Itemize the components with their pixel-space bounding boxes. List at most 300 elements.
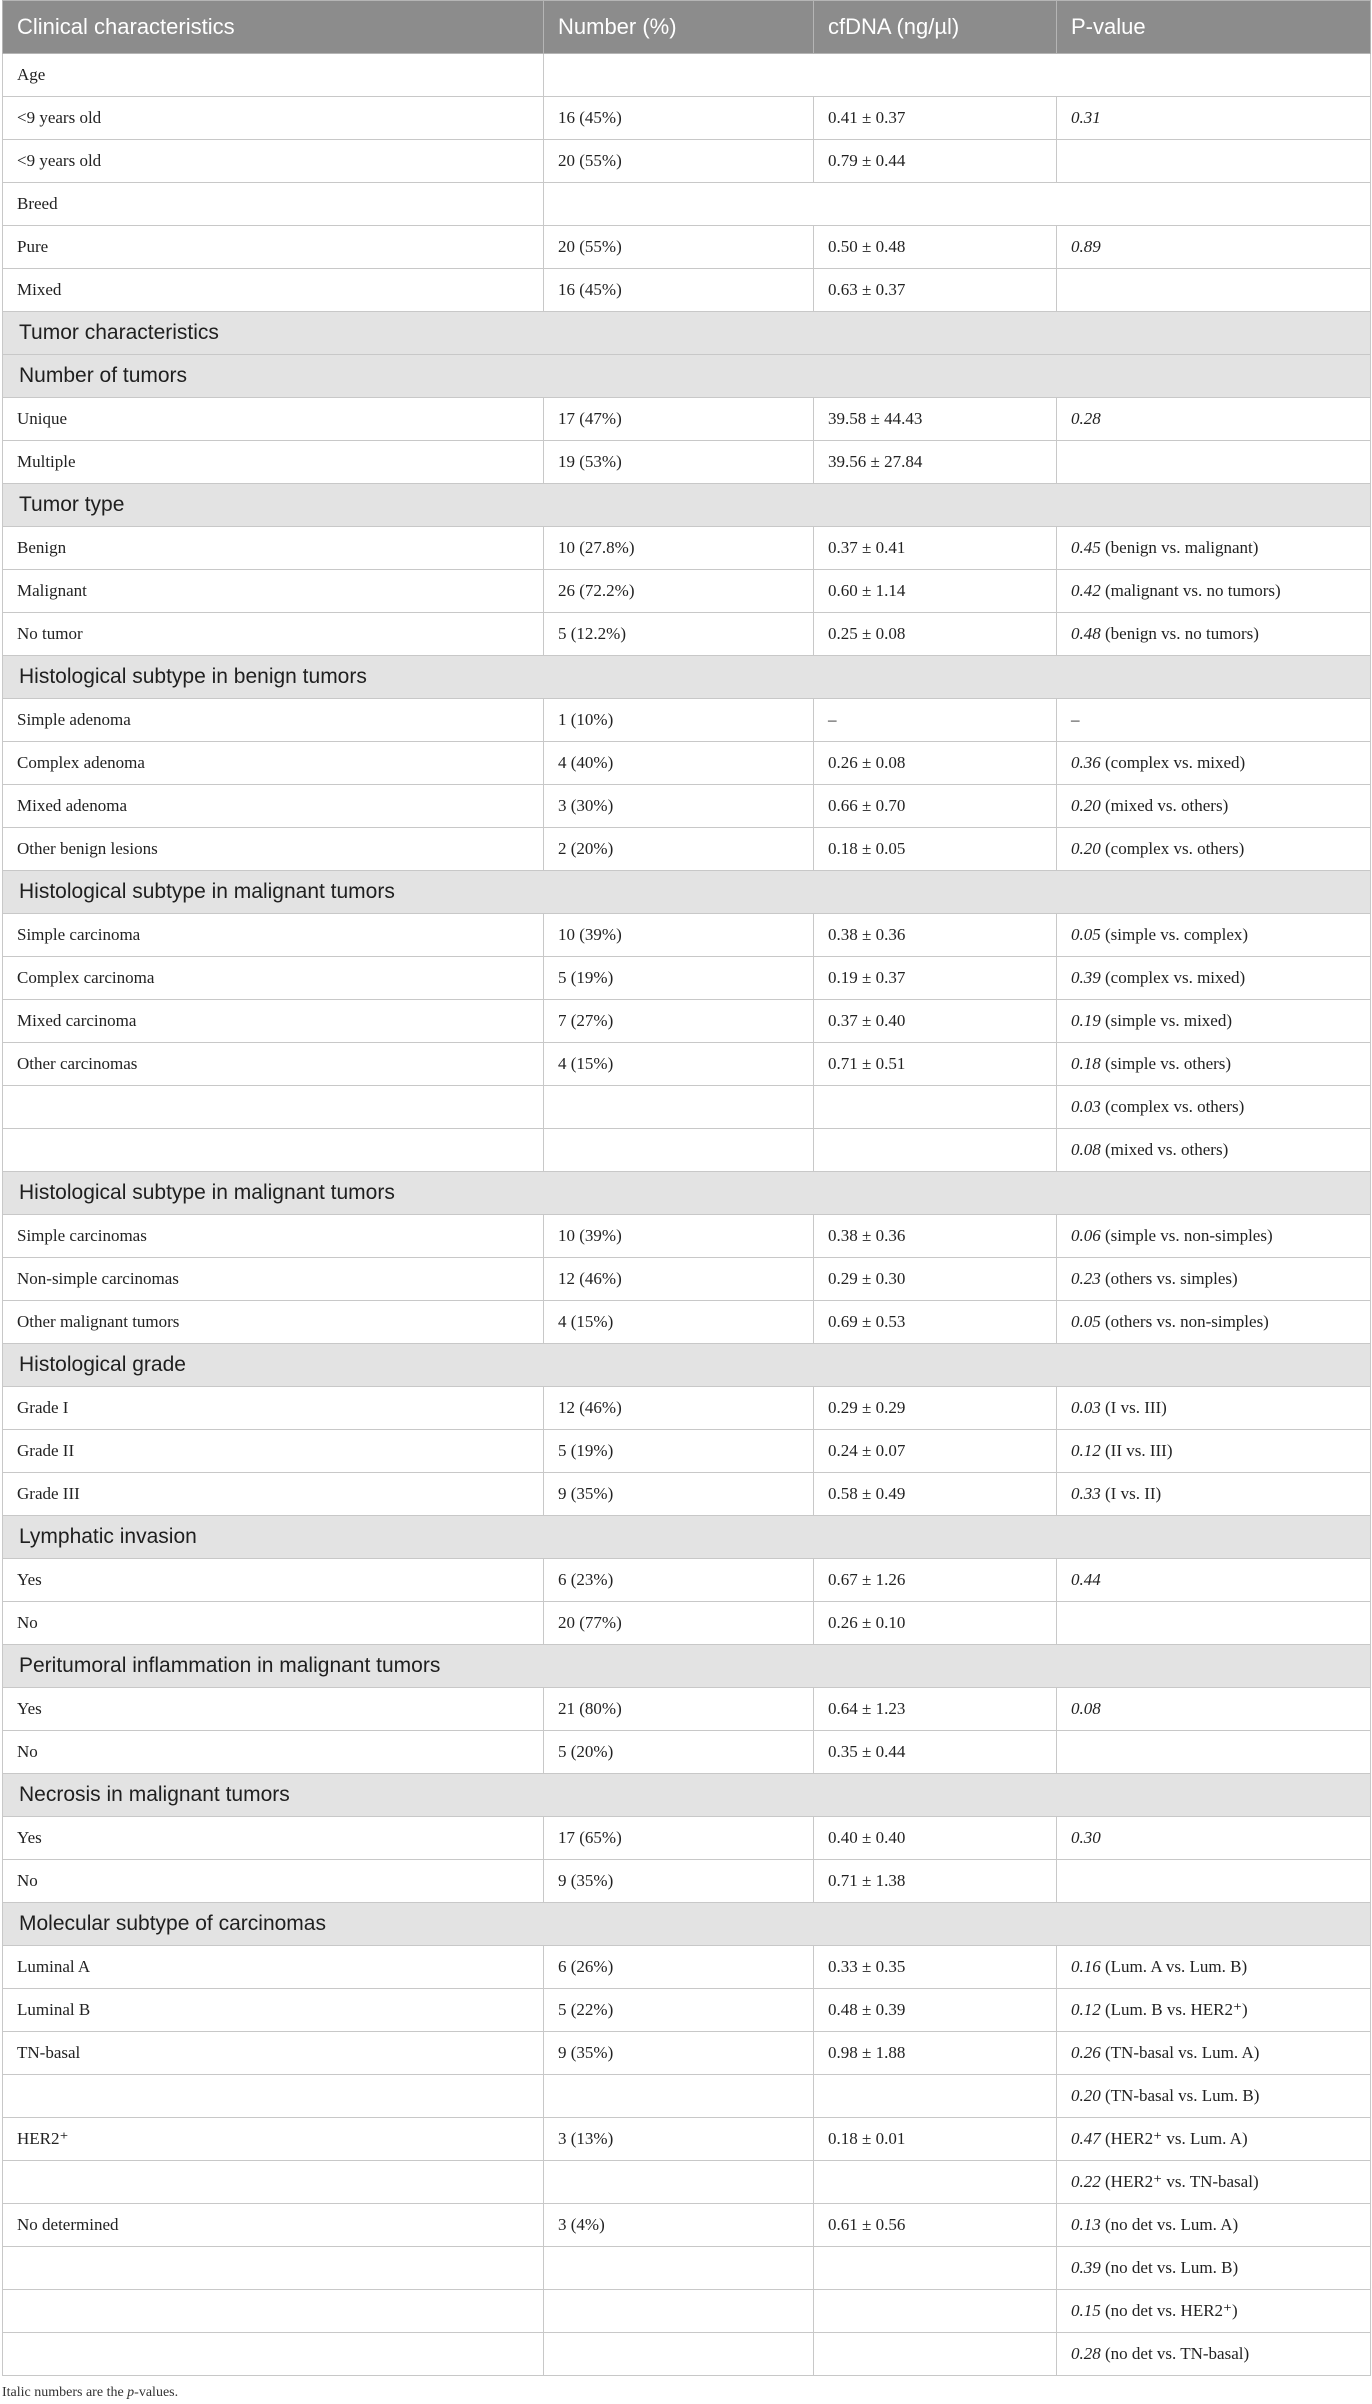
characteristic-cell: [3, 2075, 544, 2118]
section-heading: Histological subtype in malignant tumors: [3, 871, 1371, 914]
comparison: (malignant vs. no tumors): [1100, 581, 1281, 600]
table-row: [3, 2118, 1371, 2161]
number-cell: 5 (22%): [544, 1989, 814, 2032]
table-row: [3, 742, 1371, 785]
cfdna-cell: 0.67 ± 1.26: [814, 1559, 1057, 1602]
section-heading: Histological subtype in benign tumors: [3, 656, 1371, 699]
p-value: 0.08: [1071, 1699, 1101, 1718]
section-row: [3, 1903, 1371, 1946]
p-value-cell: [1057, 527, 1371, 570]
number-cell: 7 (27%): [544, 1000, 814, 1043]
p-value-cell: [1057, 742, 1371, 785]
p-value-cell: [1057, 2290, 1371, 2333]
p-value: 0.36: [1071, 753, 1101, 772]
header-row: [3, 1, 1371, 54]
comparison: (mixed vs. others): [1100, 1140, 1229, 1159]
cfdna-cell: 0.26 ± 0.10: [814, 1602, 1057, 1645]
p-value-cell: [1057, 613, 1371, 656]
p-value-cell: [1057, 914, 1371, 957]
cfdna-cell: 0.35 ± 0.44: [814, 1731, 1057, 1774]
comparison: (complex vs. mixed): [1100, 753, 1246, 772]
characteristic-cell: Complex carcinoma: [3, 957, 544, 1000]
section-heading: Molecular subtype of carcinomas: [3, 1903, 1371, 1946]
characteristic-cell: [3, 1086, 544, 1129]
number-cell: 9 (35%): [544, 2032, 814, 2075]
cfdna-cell: 0.71 ± 1.38: [814, 1860, 1057, 1903]
comparison: (TN-basal vs. Lum. A): [1100, 2043, 1260, 2062]
characteristic-cell: Simple carcinomas: [3, 1215, 544, 1258]
cfdna-cell: 0.19 ± 0.37: [814, 957, 1057, 1000]
section-row: [3, 1172, 1371, 1215]
section-row: [3, 355, 1371, 398]
p-value-cell: [1057, 140, 1371, 183]
comparison: (no det vs. Lum. A): [1100, 2215, 1239, 2234]
section-heading: Tumor characteristics: [3, 312, 1371, 355]
p-value-cell: [1057, 699, 1371, 742]
number-cell: 10 (39%): [544, 914, 814, 957]
number-cell: 4 (40%): [544, 742, 814, 785]
number-cell: [544, 54, 1371, 97]
table-row: [3, 828, 1371, 871]
p-value: 0.23: [1071, 1269, 1101, 1288]
table-row: [3, 269, 1371, 312]
p-value-cell: [1057, 828, 1371, 871]
p-value: 0.42: [1071, 581, 1101, 600]
table-row: [3, 1000, 1371, 1043]
table-row: [3, 570, 1371, 613]
characteristic-cell: Luminal B: [3, 1989, 544, 2032]
characteristic-cell: Simple carcinoma: [3, 914, 544, 957]
p-value: 0.15: [1071, 2301, 1101, 2320]
p-value: 0.03: [1071, 1097, 1101, 1116]
p-value-cell: [1057, 1129, 1371, 1172]
number-cell: [544, 2075, 814, 2118]
number-cell: 20 (55%): [544, 226, 814, 269]
comparison: –: [1071, 710, 1080, 729]
p-value-cell: [1057, 1086, 1371, 1129]
p-value: 0.89: [1071, 237, 1101, 256]
comparison: (simple vs. mixed): [1100, 1011, 1233, 1030]
characteristic-cell: Pure: [3, 226, 544, 269]
cfdna-cell: 0.29 ± 0.29: [814, 1387, 1057, 1430]
p-value-cell: [1057, 1215, 1371, 1258]
p-value-cell: [1057, 269, 1371, 312]
characteristic-cell: Yes: [3, 1817, 544, 1860]
section-row: [3, 1645, 1371, 1688]
p-value-cell: [1057, 441, 1371, 484]
characteristic-cell: No tumor: [3, 613, 544, 656]
comparison: (II vs. III): [1100, 1441, 1173, 1460]
table-row: [3, 398, 1371, 441]
header-characteristics: Clinical characteristics: [3, 1, 544, 54]
p-value: 0.16: [1071, 1957, 1101, 1976]
characteristic-cell: Multiple: [3, 441, 544, 484]
number-cell: [544, 2247, 814, 2290]
p-value: 0.20: [1071, 2086, 1101, 2105]
number-cell: 10 (27.8%): [544, 527, 814, 570]
number-cell: 12 (46%): [544, 1387, 814, 1430]
characteristic-cell: Yes: [3, 1559, 544, 1602]
table-row: [3, 1946, 1371, 1989]
cfdna-cell: 0.60 ± 1.14: [814, 570, 1057, 613]
p-value-cell: [1057, 2161, 1371, 2204]
cfdna-cell: 39.58 ± 44.43: [814, 398, 1057, 441]
number-cell: 17 (47%): [544, 398, 814, 441]
p-value-cell: [1057, 1989, 1371, 2032]
p-value-cell: [1057, 570, 1371, 613]
p-value-cell: [1057, 1301, 1371, 1344]
characteristic-cell: Other malignant tumors: [3, 1301, 544, 1344]
characteristic-cell: Simple adenoma: [3, 699, 544, 742]
table-row: [3, 1731, 1371, 1774]
table-row: [3, 54, 1371, 97]
p-value-cell: [1057, 1688, 1371, 1731]
characteristic-cell: No determined: [3, 2204, 544, 2247]
footnote-suffix: -values.: [134, 2385, 179, 2400]
section-row: [3, 484, 1371, 527]
p-value-cell: [1057, 1258, 1371, 1301]
number-cell: 16 (45%): [544, 97, 814, 140]
p-value-cell: [1057, 1000, 1371, 1043]
characteristic-cell: Malignant: [3, 570, 544, 613]
section-heading: Peritumoral inflammation in malignant tumors: [3, 1645, 1371, 1688]
table-row: [3, 2247, 1371, 2290]
footnote: [2, 2385, 1372, 2401]
table-row: [3, 527, 1371, 570]
p-value: 0.12: [1071, 2000, 1101, 2019]
number-cell: 3 (30%): [544, 785, 814, 828]
cfdna-cell: [814, 2333, 1057, 2376]
table-row: [3, 226, 1371, 269]
p-value: 0.47: [1071, 2129, 1101, 2148]
number-cell: [544, 2290, 814, 2333]
table-row: [3, 2075, 1371, 2118]
cfdna-cell: 0.33 ± 0.35: [814, 1946, 1057, 1989]
table-row: [3, 785, 1371, 828]
p-value: 0.30: [1071, 1828, 1101, 1847]
p-value-cell: [1057, 1860, 1371, 1903]
table-row: [3, 1430, 1371, 1473]
section-heading: Histological grade: [3, 1344, 1371, 1387]
number-cell: 3 (4%): [544, 2204, 814, 2247]
number-cell: 9 (35%): [544, 1860, 814, 1903]
cfdna-cell: –: [814, 699, 1057, 742]
p-value: 0.05: [1071, 925, 1101, 944]
characteristic-cell: Luminal A: [3, 1946, 544, 1989]
cfdna-cell: [814, 2161, 1057, 2204]
p-value: 0.22: [1071, 2172, 1101, 2191]
table-row: [3, 1215, 1371, 1258]
p-value: 0.44: [1071, 1570, 1101, 1589]
cfdna-cell: 0.37 ± 0.40: [814, 1000, 1057, 1043]
table-row: [3, 2032, 1371, 2075]
table-row: [3, 2333, 1371, 2376]
cfdna-cell: 0.79 ± 0.44: [814, 140, 1057, 183]
table-row: [3, 613, 1371, 656]
section-heading: Tumor type: [3, 484, 1371, 527]
table-body: [3, 54, 1371, 2376]
characteristic-cell: [3, 1129, 544, 1172]
number-cell: 21 (80%): [544, 1688, 814, 1731]
table-row: [3, 2290, 1371, 2333]
characteristic-cell: Unique: [3, 398, 544, 441]
group-label: Breed: [3, 183, 544, 226]
cfdna-cell: 0.38 ± 0.36: [814, 914, 1057, 957]
characteristic-cell: No: [3, 1602, 544, 1645]
comparison: (benign vs. malignant): [1100, 538, 1259, 557]
header-cfdna: cfDNA (ng/µl): [814, 1, 1057, 54]
p-value: 0.08: [1071, 1140, 1101, 1159]
table-row: [3, 914, 1371, 957]
comparison: (others vs. simples): [1100, 1269, 1238, 1288]
comparison: (simple vs. non-simples): [1100, 1226, 1273, 1245]
header-p-value: P-value: [1057, 1, 1371, 54]
footnote-italic: p: [127, 2385, 135, 2400]
table-row: [3, 140, 1371, 183]
section-heading: Necrosis in malignant tumors: [3, 1774, 1371, 1817]
p-value: 0.28: [1071, 409, 1101, 428]
header-number: Number (%): [544, 1, 814, 54]
section-row: [3, 1774, 1371, 1817]
p-value-cell: [1057, 1473, 1371, 1516]
number-cell: [544, 1129, 814, 1172]
table-row: [3, 97, 1371, 140]
table-row: [3, 1129, 1371, 1172]
table-row: [3, 1473, 1371, 1516]
section-row: [3, 656, 1371, 699]
comparison: (HER2⁺ vs. TN-basal): [1100, 2172, 1259, 2191]
section-row: [3, 871, 1371, 914]
characteristic-cell: No: [3, 1860, 544, 1903]
comparison: (mixed vs. others): [1100, 796, 1229, 815]
number-cell: 20 (55%): [544, 140, 814, 183]
section-heading: Lymphatic invasion: [3, 1516, 1371, 1559]
number-cell: 4 (15%): [544, 1301, 814, 1344]
p-value: 0.48: [1071, 624, 1101, 643]
cfdna-cell: [814, 2075, 1057, 2118]
p-value-cell: [1057, 398, 1371, 441]
footnote-text: Italic numbers are the: [2, 2385, 128, 2400]
p-value: 0.39: [1071, 2258, 1101, 2277]
comparison: (I vs. II): [1100, 1484, 1162, 1503]
cfdna-cell: 0.37 ± 0.41: [814, 527, 1057, 570]
section-row: [3, 1344, 1371, 1387]
characteristic-cell: Grade II: [3, 1430, 544, 1473]
table-row: [3, 1258, 1371, 1301]
characteristic-cell: TN-basal: [3, 2032, 544, 2075]
number-cell: 4 (15%): [544, 1043, 814, 1086]
number-cell: 2 (20%): [544, 828, 814, 871]
p-value: 0.06: [1071, 1226, 1101, 1245]
p-value-cell: [1057, 1387, 1371, 1430]
cfdna-cell: 0.98 ± 1.88: [814, 2032, 1057, 2075]
table-row: [3, 699, 1371, 742]
table-row: [3, 957, 1371, 1000]
table-row: [3, 2204, 1371, 2247]
p-value: 0.26: [1071, 2043, 1101, 2062]
characteristic-cell: Mixed carcinoma: [3, 1000, 544, 1043]
cfdna-cell: [814, 1129, 1057, 1172]
cfdna-cell: 0.61 ± 0.56: [814, 2204, 1057, 2247]
table-row: [3, 1817, 1371, 1860]
comparison: (no det vs. Lum. B): [1100, 2258, 1239, 2277]
p-value-cell: [1057, 2204, 1371, 2247]
p-value: 0.33: [1071, 1484, 1101, 1503]
comparison: (others vs. non-simples): [1100, 1312, 1269, 1331]
characteristic-cell: Grade III: [3, 1473, 544, 1516]
characteristic-cell: Other benign lesions: [3, 828, 544, 871]
section-row: [3, 1516, 1371, 1559]
table-row: [3, 2161, 1371, 2204]
number-cell: 16 (45%): [544, 269, 814, 312]
p-value: 0.20: [1071, 796, 1101, 815]
characteristic-cell: Other carcinomas: [3, 1043, 544, 1086]
cfdna-cell: 0.58 ± 0.49: [814, 1473, 1057, 1516]
number-cell: 26 (72.2%): [544, 570, 814, 613]
characteristic-cell: Grade I: [3, 1387, 544, 1430]
number-cell: 5 (20%): [544, 1731, 814, 1774]
cfdna-cell: 0.29 ± 0.30: [814, 1258, 1057, 1301]
cfdna-cell: [814, 2290, 1057, 2333]
p-value: 0.45: [1071, 538, 1101, 557]
clinical-table: [2, 0, 1371, 2376]
table-row: [3, 1387, 1371, 1430]
p-value: 0.31: [1071, 108, 1101, 127]
cfdna-cell: [814, 2247, 1057, 2290]
p-value: 0.19: [1071, 1011, 1101, 1030]
cfdna-cell: 0.40 ± 0.40: [814, 1817, 1057, 1860]
comparison: (Lum. B vs. HER2⁺): [1100, 2000, 1248, 2019]
comparison: (benign vs. no tumors): [1100, 624, 1259, 643]
p-value-cell: [1057, 2118, 1371, 2161]
p-value-cell: [1057, 2333, 1371, 2376]
p-value-cell: [1057, 97, 1371, 140]
characteristic-cell: <9 years old: [3, 140, 544, 183]
table-row: [3, 1043, 1371, 1086]
p-value: 0.12: [1071, 1441, 1101, 1460]
p-value-cell: [1057, 1043, 1371, 1086]
table-row: [3, 1989, 1371, 2032]
comparison: (no det vs. TN-basal): [1100, 2344, 1250, 2363]
comparison: (no det vs. HER2⁺): [1100, 2301, 1238, 2320]
p-value-cell: [1057, 785, 1371, 828]
table-row: [3, 1860, 1371, 1903]
characteristic-cell: [3, 2247, 544, 2290]
number-cell: 5 (12.2%): [544, 613, 814, 656]
characteristic-cell: Benign: [3, 527, 544, 570]
comparison: (simple vs. others): [1100, 1054, 1232, 1073]
p-value-cell: [1057, 226, 1371, 269]
characteristic-cell: Non-simple carcinomas: [3, 1258, 544, 1301]
number-cell: [544, 183, 1371, 226]
cfdna-cell: 0.25 ± 0.08: [814, 613, 1057, 656]
number-cell: 20 (77%): [544, 1602, 814, 1645]
number-cell: 1 (10%): [544, 699, 814, 742]
characteristic-cell: Complex adenoma: [3, 742, 544, 785]
cfdna-cell: 0.18 ± 0.01: [814, 2118, 1057, 2161]
number-cell: 5 (19%): [544, 957, 814, 1000]
p-value-cell: [1057, 2032, 1371, 2075]
number-cell: [544, 2333, 814, 2376]
p-value: 0.05: [1071, 1312, 1101, 1331]
cfdna-cell: 0.71 ± 0.51: [814, 1043, 1057, 1086]
characteristic-cell: [3, 2161, 544, 2204]
cfdna-cell: 0.24 ± 0.07: [814, 1430, 1057, 1473]
comparison: (Lum. A vs. Lum. B): [1100, 1957, 1248, 1976]
cfdna-cell: [814, 1086, 1057, 1129]
p-value-cell: [1057, 1946, 1371, 1989]
number-cell: [544, 2161, 814, 2204]
characteristic-cell: No: [3, 1731, 544, 1774]
p-value-cell: [1057, 1731, 1371, 1774]
p-value-cell: [1057, 2247, 1371, 2290]
section-heading: Histological subtype in malignant tumors: [3, 1172, 1371, 1215]
p-value-cell: [1057, 1817, 1371, 1860]
characteristic-cell: <9 years old: [3, 97, 544, 140]
number-cell: 3 (13%): [544, 2118, 814, 2161]
number-cell: 9 (35%): [544, 1473, 814, 1516]
comparison: (complex vs. others): [1100, 1097, 1245, 1116]
cfdna-cell: 0.66 ± 0.70: [814, 785, 1057, 828]
comparison: (complex vs. others): [1100, 839, 1245, 858]
table-row: [3, 1086, 1371, 1129]
p-value: 0.13: [1071, 2215, 1101, 2234]
p-value: 0.28: [1071, 2344, 1101, 2363]
number-cell: 19 (53%): [544, 441, 814, 484]
cfdna-cell: 0.50 ± 0.48: [814, 226, 1057, 269]
table-row: [3, 1301, 1371, 1344]
table-row: [3, 183, 1371, 226]
p-value-cell: [1057, 1559, 1371, 1602]
p-value-cell: [1057, 1430, 1371, 1473]
cfdna-cell: 39.56 ± 27.84: [814, 441, 1057, 484]
p-value: 0.18: [1071, 1054, 1101, 1073]
cfdna-cell: 0.38 ± 0.36: [814, 1215, 1057, 1258]
table-row: [3, 1688, 1371, 1731]
table-row: [3, 1559, 1371, 1602]
comparison: (TN-basal vs. Lum. B): [1100, 2086, 1260, 2105]
number-cell: 6 (26%): [544, 1946, 814, 1989]
cfdna-cell: 0.26 ± 0.08: [814, 742, 1057, 785]
number-cell: 5 (19%): [544, 1430, 814, 1473]
section-row: [3, 312, 1371, 355]
cfdna-cell: 0.41 ± 0.37: [814, 97, 1057, 140]
p-value: 0.03: [1071, 1398, 1101, 1417]
number-cell: 12 (46%): [544, 1258, 814, 1301]
cfdna-cell: 0.18 ± 0.05: [814, 828, 1057, 871]
group-label: Age: [3, 54, 544, 97]
comparison: (I vs. III): [1100, 1398, 1167, 1417]
p-value: 0.20: [1071, 839, 1101, 858]
characteristic-cell: [3, 2333, 544, 2376]
p-value: 0.39: [1071, 968, 1101, 987]
p-value-cell: [1057, 957, 1371, 1000]
comparison: (simple vs. complex): [1100, 925, 1249, 944]
characteristic-cell: Yes: [3, 1688, 544, 1731]
number-cell: 10 (39%): [544, 1215, 814, 1258]
cfdna-cell: 0.63 ± 0.37: [814, 269, 1057, 312]
cfdna-cell: 0.48 ± 0.39: [814, 1989, 1057, 2032]
comparison: (HER2⁺ vs. Lum. A): [1100, 2129, 1248, 2148]
p-value-cell: [1057, 1602, 1371, 1645]
number-cell: 6 (23%): [544, 1559, 814, 1602]
characteristic-cell: Mixed: [3, 269, 544, 312]
table-row: [3, 1602, 1371, 1645]
number-cell: 17 (65%): [544, 1817, 814, 1860]
table-row: [3, 441, 1371, 484]
cfdna-cell: 0.69 ± 0.53: [814, 1301, 1057, 1344]
number-cell: [544, 1086, 814, 1129]
